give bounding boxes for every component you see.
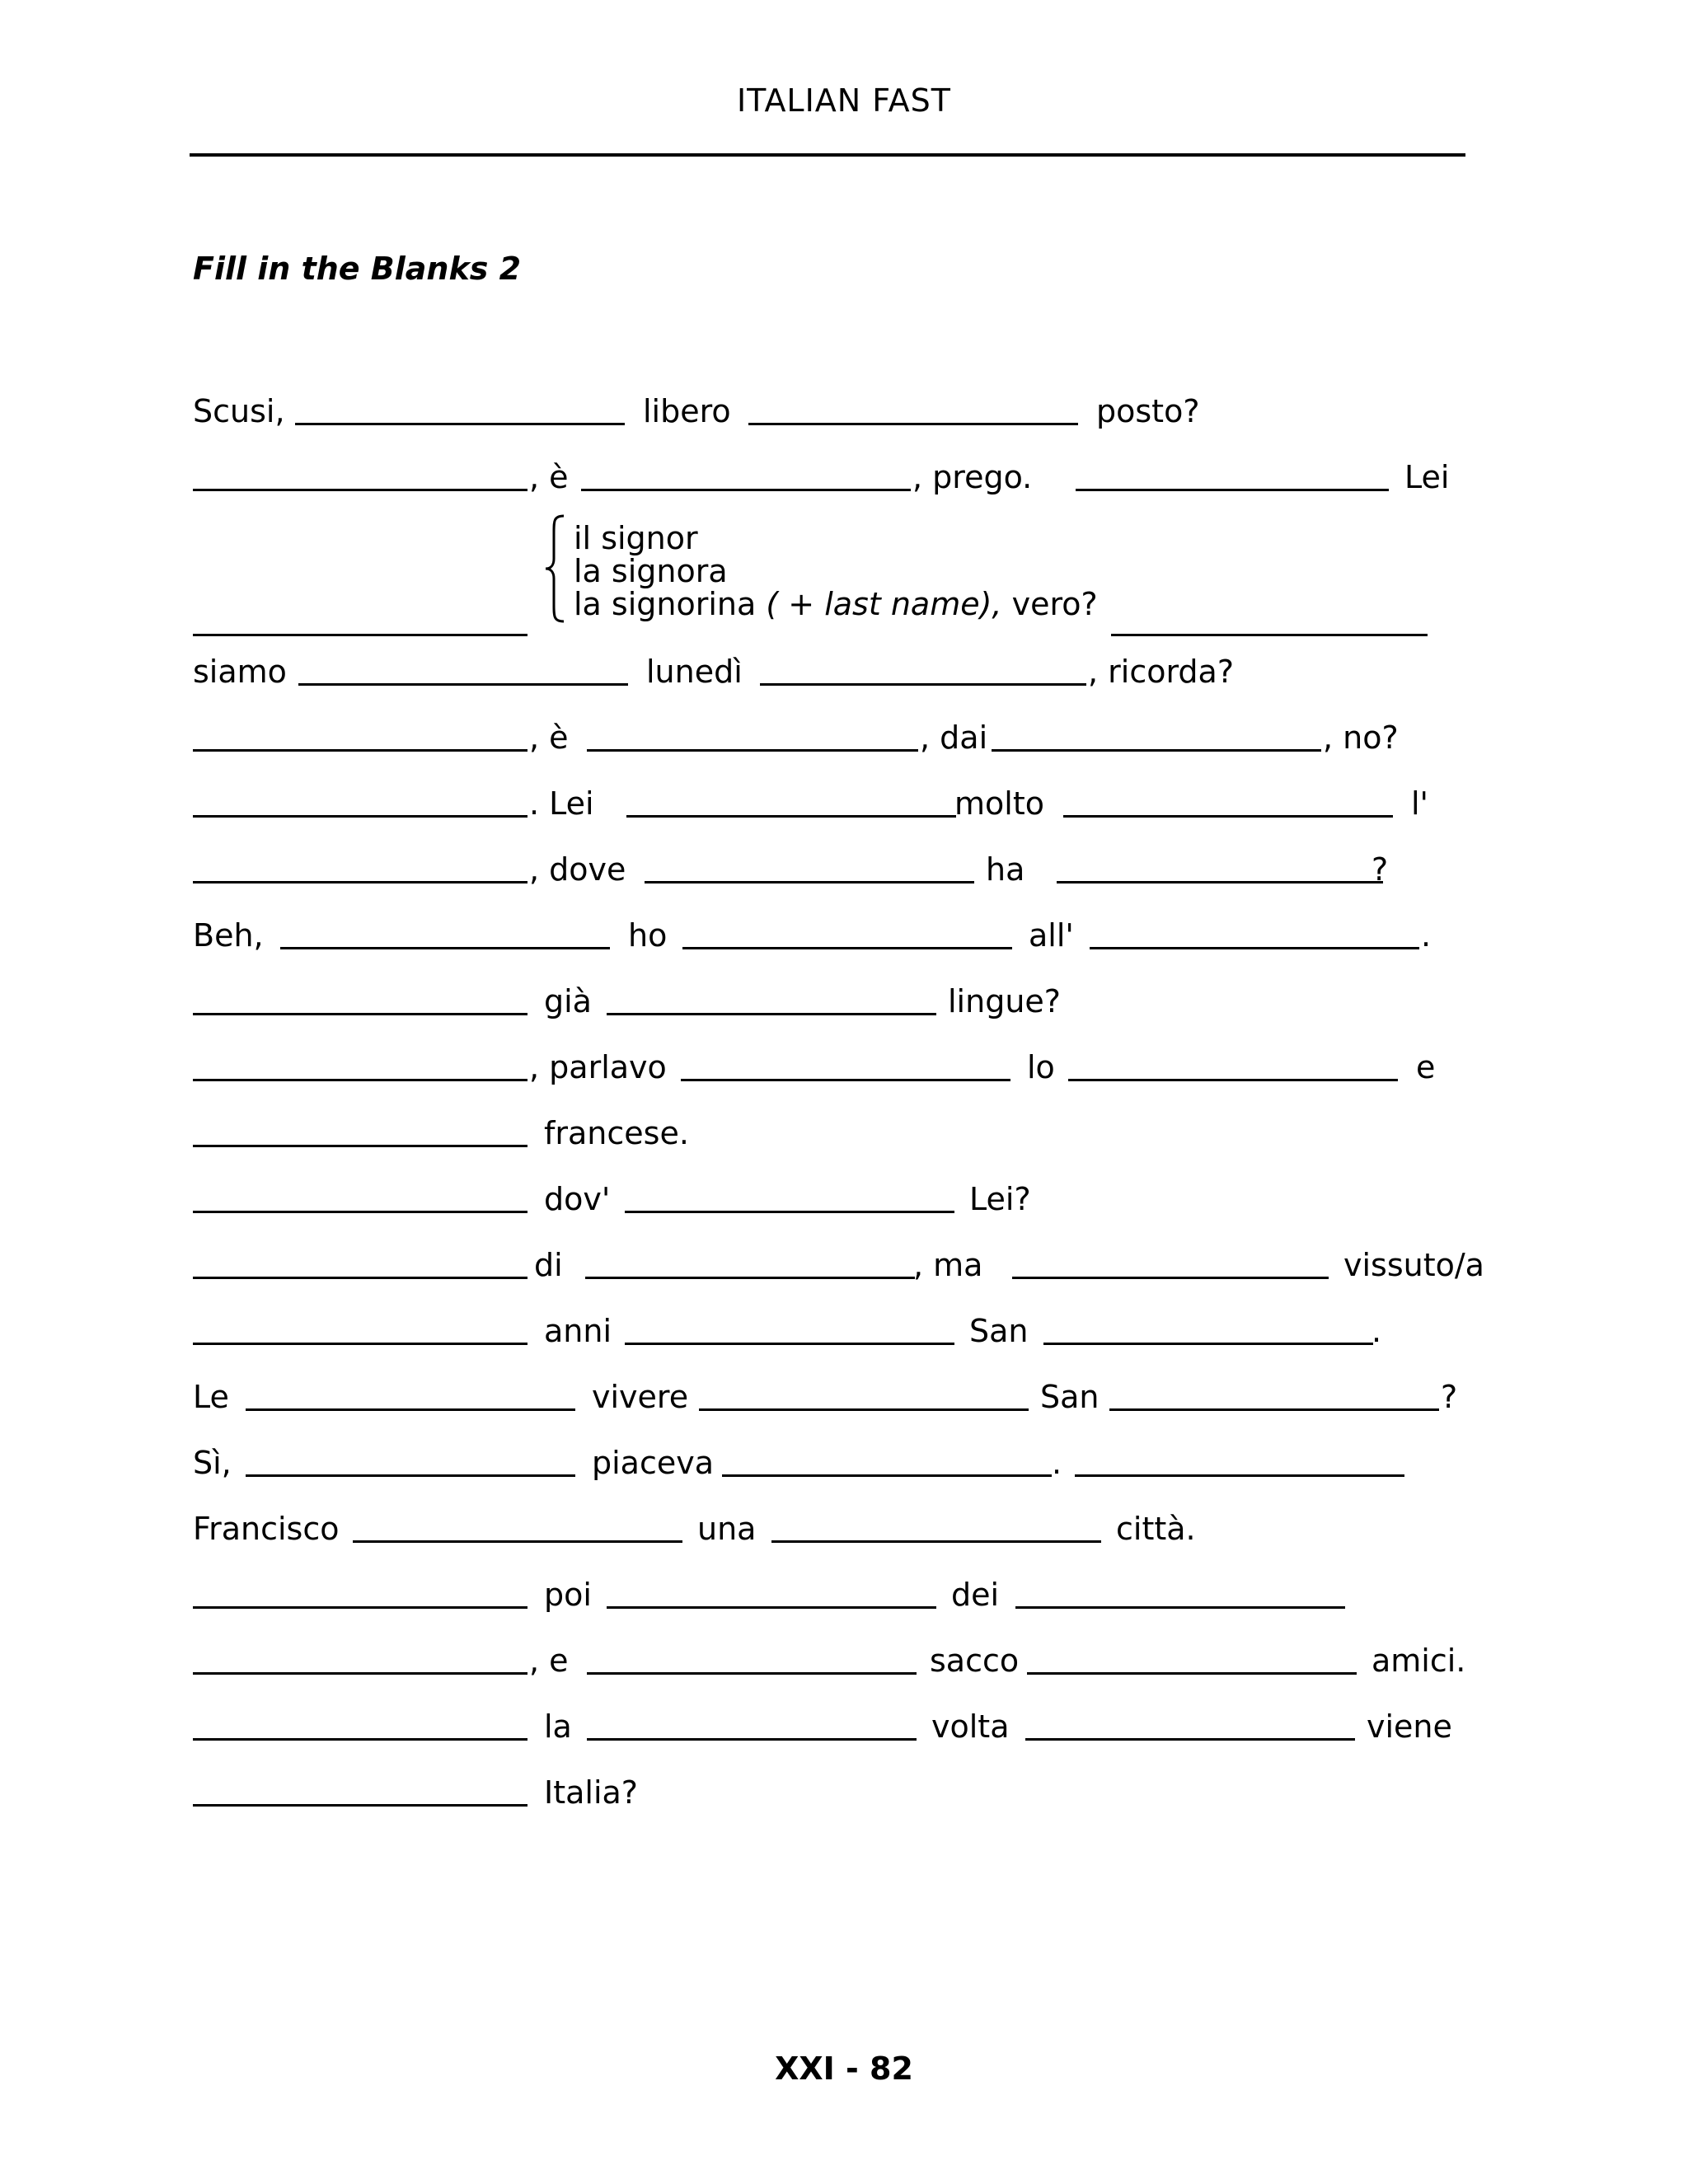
answer-blank[interactable] (1015, 1606, 1345, 1609)
word: , no? (1323, 719, 1399, 756)
word: . (1052, 1445, 1062, 1481)
exercise-line-9 (0, 974, 1688, 1024)
exercise-line-8 (0, 908, 1688, 958)
exercise-line-18 (0, 1568, 1688, 1617)
word: amici. (1372, 1643, 1466, 1679)
answer-blank[interactable] (1043, 1343, 1373, 1345)
answer-blank[interactable] (1012, 1277, 1329, 1279)
word: volta (931, 1708, 1010, 1745)
answer-blank[interactable] (587, 749, 918, 752)
answer-blank[interactable] (1068, 1079, 1398, 1081)
word: francese. (544, 1115, 689, 1151)
exercise-line-20 (0, 1699, 1688, 1749)
answer-blank[interactable] (645, 881, 974, 883)
word: San (969, 1313, 1029, 1349)
answer-blank[interactable] (587, 1738, 917, 1741)
word: . (1372, 1313, 1382, 1349)
word: , ricorda? (1088, 654, 1235, 690)
answer-blank[interactable] (1090, 947, 1419, 949)
word: ? (1372, 851, 1389, 888)
word: sacco (930, 1643, 1020, 1679)
word: lo (1027, 1049, 1055, 1085)
brace-option-note: ( + last name), (766, 586, 1002, 622)
answer-blank[interactable] (1057, 881, 1383, 883)
answer-blank[interactable] (681, 1079, 1010, 1081)
answer-blank[interactable] (625, 1343, 954, 1345)
answer-blank[interactable] (1027, 1672, 1357, 1675)
answer-blank[interactable] (193, 1804, 528, 1807)
word: . Lei (529, 785, 594, 822)
word: la (544, 1708, 572, 1745)
answer-blank[interactable] (246, 1474, 575, 1477)
exercise-line-1 (0, 384, 1688, 434)
brace-option-suffix: vero? (1001, 586, 1098, 622)
word: Lei? (969, 1181, 1031, 1217)
exercise-line-5 (0, 710, 1688, 760)
answer-blank[interactable] (295, 423, 625, 425)
answer-blank[interactable] (280, 947, 610, 949)
word: , ma (913, 1247, 983, 1283)
answer-blank[interactable] (193, 489, 528, 491)
word: viene (1367, 1708, 1452, 1745)
word: anni (544, 1313, 612, 1349)
word: , e (529, 1643, 569, 1679)
answer-blank[interactable] (722, 1474, 1052, 1477)
exercise-line-12 (0, 1172, 1688, 1221)
exercise-line-11 (0, 1106, 1688, 1155)
answer-blank[interactable] (682, 947, 1012, 949)
word: , è (529, 719, 569, 756)
word: ho (628, 917, 668, 954)
answer-blank[interactable] (193, 1211, 528, 1213)
word: dei (951, 1577, 1000, 1613)
answer-blank[interactable] (1063, 815, 1393, 818)
answer-blank[interactable] (585, 1277, 915, 1279)
word: , è (529, 459, 569, 495)
page-number: XXI - 82 (775, 2050, 913, 2087)
answer-blank[interactable] (193, 1738, 528, 1741)
word: vivere (592, 1379, 689, 1415)
header-rule (190, 153, 1465, 157)
word: libero (643, 393, 731, 429)
word: di (534, 1247, 563, 1283)
word: e (1416, 1049, 1436, 1085)
exercise-line-7 (0, 842, 1688, 892)
word: all' (1029, 917, 1074, 954)
word: Sì, (193, 1445, 232, 1481)
exercise-line-17 (0, 1502, 1688, 1551)
exercise-line-6 (0, 776, 1688, 826)
word: l' (1411, 785, 1429, 822)
exercise-line-2 (0, 450, 1688, 499)
exercise-line-21 (0, 1765, 1688, 1815)
word: , dove (529, 851, 626, 888)
answer-blank[interactable] (353, 1540, 682, 1543)
answer-blank[interactable] (625, 1211, 954, 1213)
word: Le (193, 1379, 229, 1415)
exercise-line-14 (0, 1304, 1688, 1353)
answer-blank[interactable] (1111, 634, 1428, 636)
answer-blank[interactable] (607, 1013, 936, 1015)
word: vissuto/a (1343, 1247, 1484, 1283)
word: ? (1441, 1379, 1458, 1415)
exercise-line-10 (0, 1040, 1688, 1090)
exercise-line-13 (0, 1238, 1688, 1287)
answer-blank[interactable] (771, 1540, 1101, 1543)
answer-blank[interactable] (587, 1672, 917, 1675)
word: . (1421, 917, 1432, 954)
running-header-title: ITALIAN FAST (736, 82, 952, 119)
answer-blank[interactable] (193, 634, 528, 636)
answer-blank[interactable] (193, 1343, 528, 1345)
answer-blank[interactable] (626, 815, 956, 818)
answer-blank[interactable] (1109, 1408, 1439, 1411)
word: lingue? (948, 983, 1061, 1019)
word: città. (1116, 1511, 1196, 1547)
word: ha (986, 851, 1025, 888)
word: Beh, (193, 917, 264, 954)
answer-blank[interactable] (193, 1277, 528, 1279)
answer-blank[interactable] (748, 423, 1078, 425)
answer-blank[interactable] (607, 1606, 936, 1609)
word: siamo (193, 654, 287, 690)
word: Lei (1404, 459, 1450, 495)
exercise-line-4 (0, 644, 1688, 694)
word: una (697, 1511, 757, 1547)
exercise-line-16 (0, 1436, 1688, 1485)
answer-blank[interactable] (298, 683, 628, 686)
answer-blank[interactable] (193, 1145, 528, 1147)
answer-blank[interactable] (1076, 489, 1389, 491)
word: poi (544, 1577, 592, 1613)
answer-blank[interactable] (193, 1606, 528, 1609)
brace-option-last (574, 588, 1098, 620)
word: lunedì (646, 654, 743, 690)
answer-blank[interactable] (992, 749, 1321, 752)
word: Scusi, (193, 393, 285, 429)
answer-blank[interactable] (760, 683, 1086, 686)
answer-blank[interactable] (193, 881, 528, 883)
exercise-line-19 (0, 1633, 1688, 1683)
word: , parlavo (529, 1049, 667, 1085)
word: San (1040, 1379, 1100, 1415)
word: , dai (920, 719, 988, 756)
answer-blank[interactable] (193, 1672, 528, 1675)
answer-blank[interactable] (193, 815, 528, 818)
answer-blank[interactable] (193, 749, 528, 752)
curly-brace-icon (544, 514, 567, 623)
word: Francisco (193, 1511, 340, 1547)
brace-option: il signor (574, 520, 698, 556)
word: piaceva (592, 1445, 715, 1481)
brace-option: la signora (574, 553, 728, 589)
word: dov' (544, 1181, 611, 1217)
answer-blank[interactable] (1025, 1738, 1355, 1741)
answer-blank[interactable] (193, 1079, 528, 1081)
answer-blank[interactable] (246, 1408, 575, 1411)
word: posto? (1096, 393, 1200, 429)
answer-blank[interactable] (193, 1013, 528, 1015)
word: , prego. (912, 459, 1033, 495)
exercise-line-15 (0, 1370, 1688, 1419)
brace-option-prefix: la signorina (574, 586, 767, 622)
answer-blank[interactable] (699, 1408, 1029, 1411)
word: molto (954, 785, 1044, 822)
answer-blank[interactable] (1075, 1474, 1404, 1477)
section-heading: Fill in the Blanks 2 (193, 251, 522, 287)
word: Italia? (544, 1774, 638, 1811)
answer-blank[interactable] (581, 489, 911, 491)
word: già (544, 983, 592, 1019)
